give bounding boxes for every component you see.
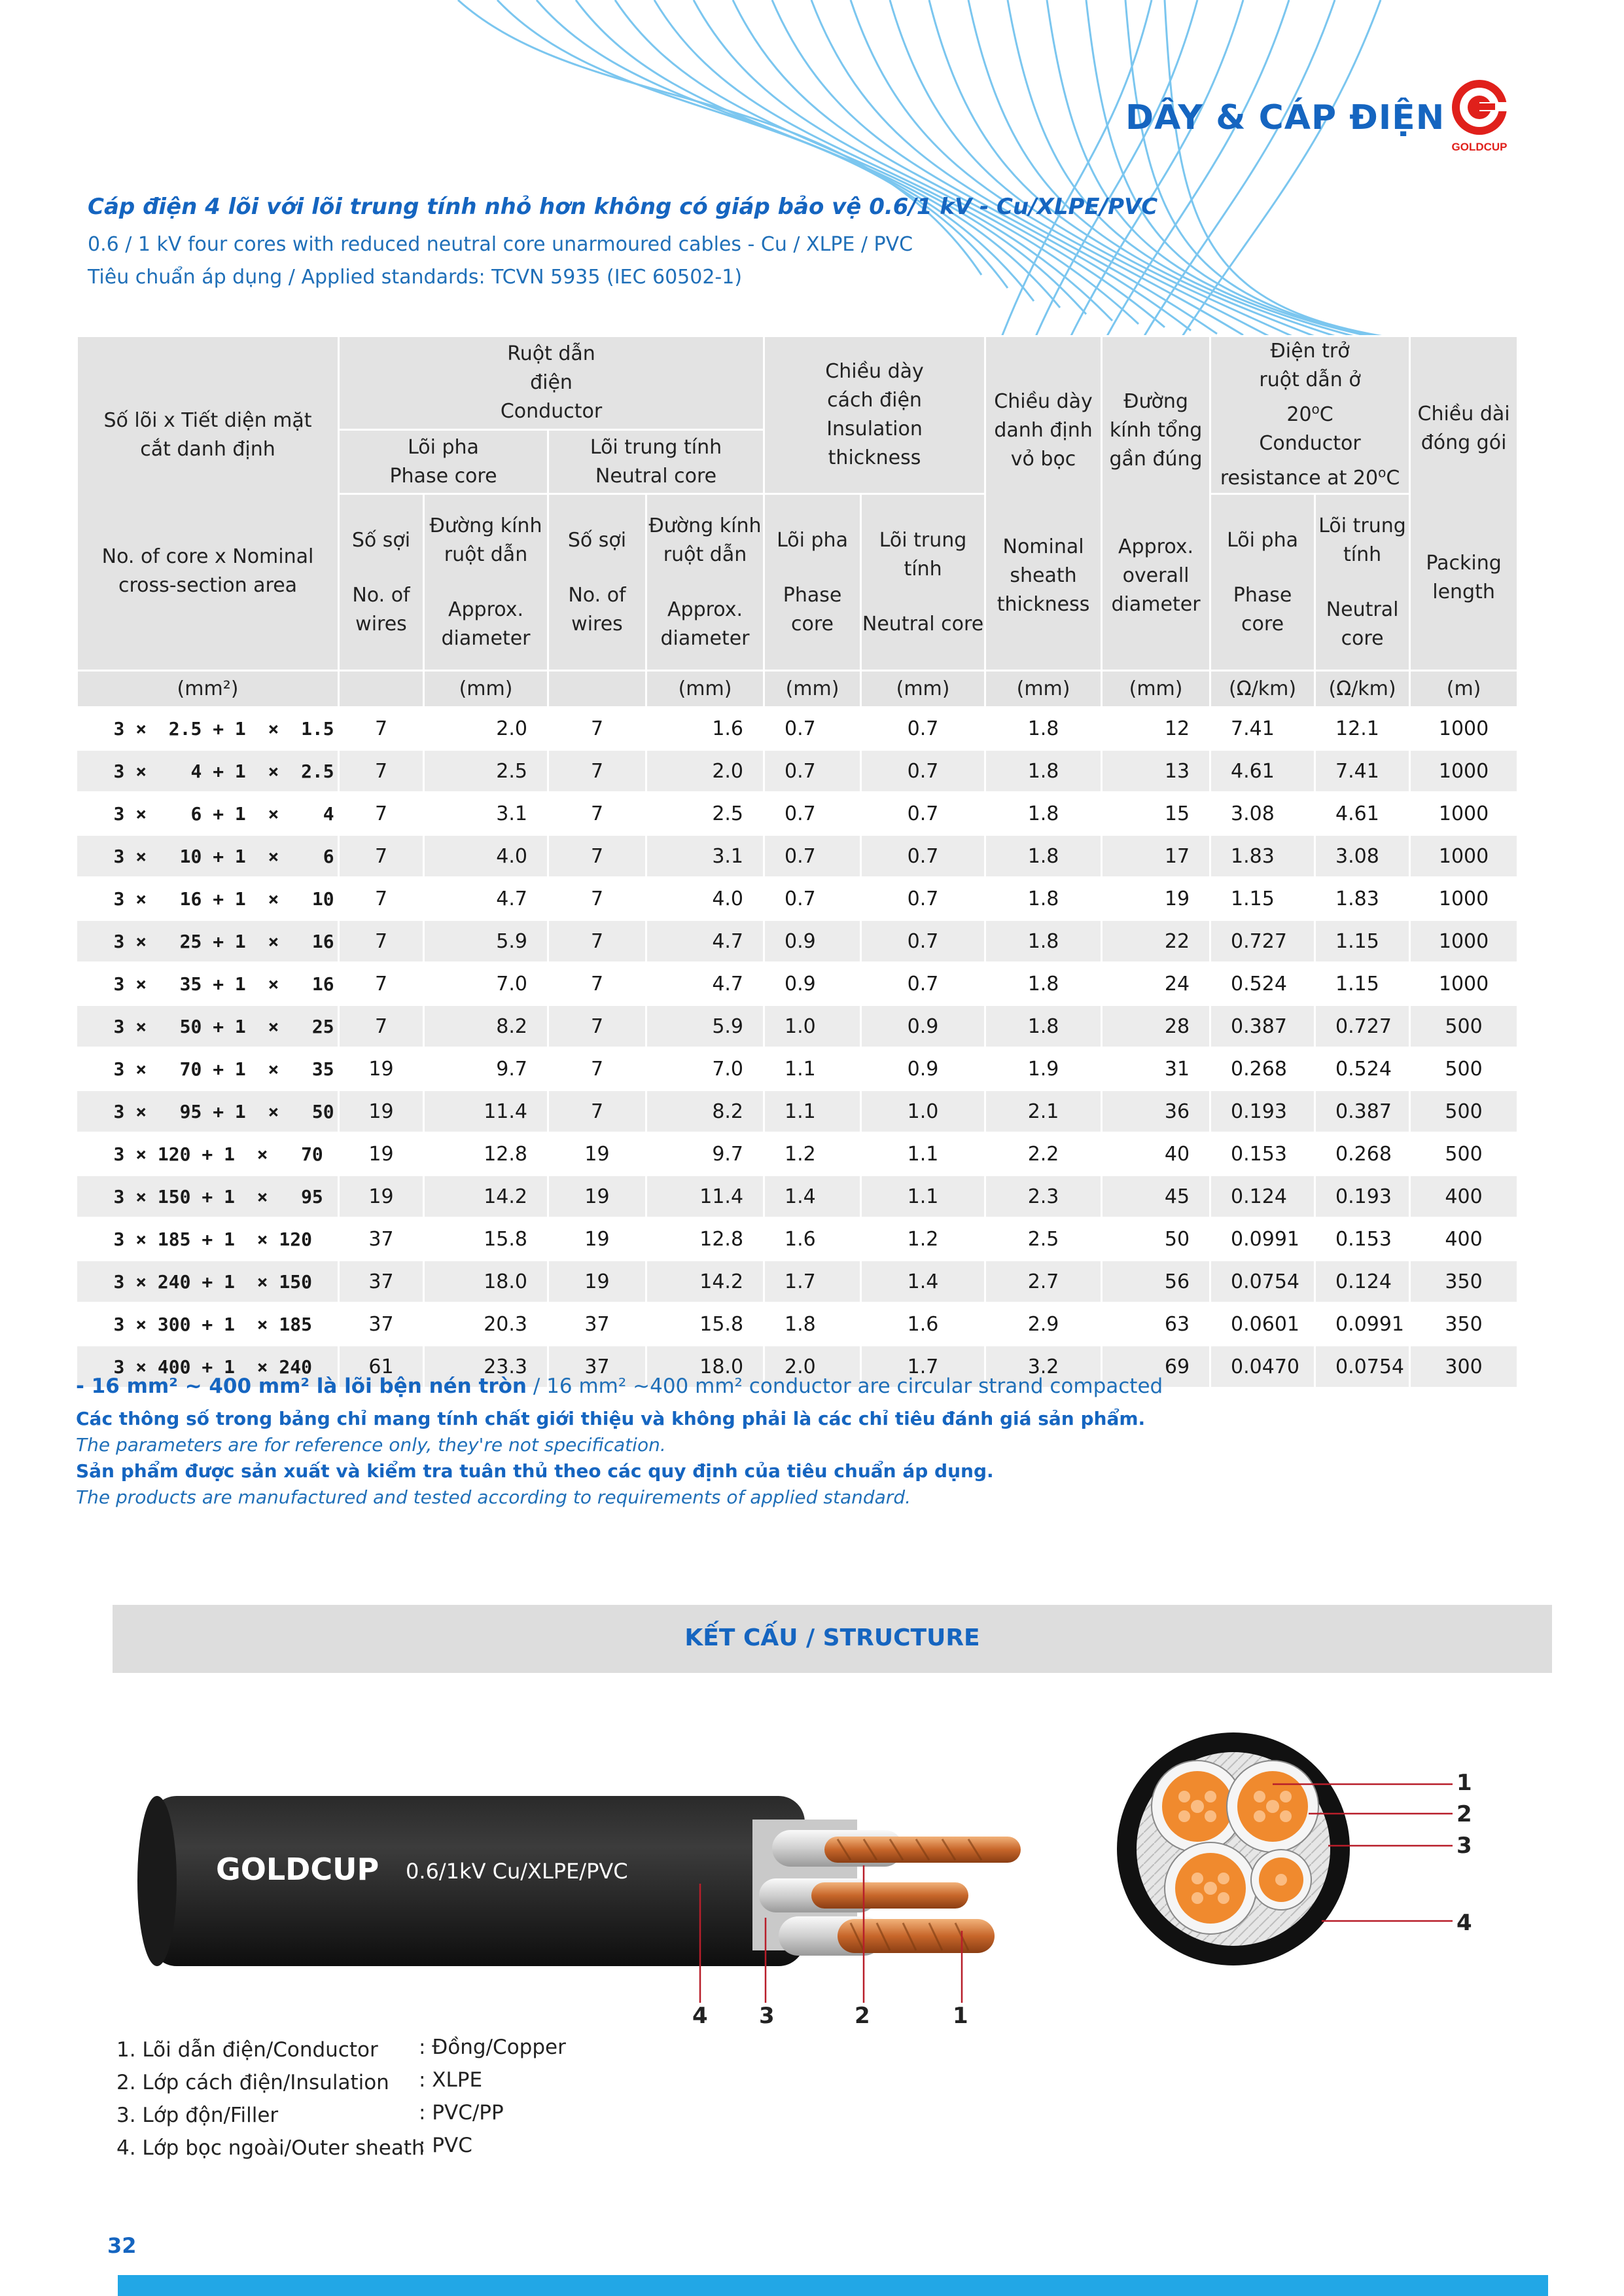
th-size-vi: Số lõi x Tiết diện mặt cắt danh định [103,409,312,461]
unit-cell: (m) [1410,671,1518,708]
th-phase-core: Lõi pha Phase core [339,430,548,494]
notes-block [76,1374,1515,1511]
table-cell: 19 [339,1133,424,1175]
cable-cross-section [1112,1728,1479,1977]
table-cell: 15 [1102,793,1210,835]
table-cell: 24 [1102,963,1210,1005]
table-cell: 0.9 [764,920,861,963]
table-cell: 17 [1102,835,1210,878]
page-number: 32 [107,2233,137,2258]
table-cell: 2.3 [985,1175,1102,1218]
legend-value-1: : Đồng/Copper [419,2036,566,2059]
table-cell: 1.83 [1315,878,1410,920]
size-cell: 3 × 35 + 1 × 16 [77,963,339,1005]
table-cell: 7.41 [1315,750,1410,793]
table-cell: 350 [1410,1303,1518,1346]
unit-cell: (mm) [764,671,861,708]
note-standard-en: The products are manufactured and tested according to requirements of applied standard. [76,1486,911,1508]
table-cell: 1.8 [985,708,1102,750]
th-size-en: No. of core x Nominal cross-section area [101,545,314,597]
table-cell: 2.7 [985,1261,1102,1303]
legend-value-4: : PVC [419,2134,472,2157]
table-cell: 1.7 [764,1261,861,1303]
table-cell: 2.2 [985,1133,1102,1175]
doc-title-en: 0.6 / 1 kV four cores with reduced neutral core unarmoured cables - Cu / XLPE / PVC [88,233,913,256]
note-compacted: - 16 mm² ~ 400 mm² là lõi bện nén tròn / 16 mm² ~400 mm² conductor are circular strand compacted [76,1374,1163,1398]
table-cell: 19 [548,1218,646,1261]
table-cell: 1.8 [985,1005,1102,1048]
table-cell: 12.8 [646,1218,764,1261]
unit-cell: (mm) [861,671,985,708]
table-cell: 0.387 [1315,1090,1410,1133]
size-cell: 3 × 25 + 1 × 16 [77,920,339,963]
size-cell: 3 × 120 + 1 × 70 [77,1133,339,1175]
size-cell: 3 × 6 + 1 × 4 [77,793,339,835]
table-cell: 4.7 [424,878,548,920]
table-cell: 2.5 [424,750,548,793]
size-cell: 3 × 4 + 1 × 2.5 [77,750,339,793]
size-cell: 3 × 10 + 1 × 6 [77,835,339,878]
table-cell: 7 [548,793,646,835]
table-cell: 0.7 [764,835,861,878]
table-cell: 0.7 [764,708,861,750]
logo-text: GOLDCUP [1451,141,1508,153]
table-cell: 20.3 [424,1303,548,1346]
legend-value-2: : XLPE [419,2068,483,2092]
unit-cell: (mm) [1102,671,1210,708]
table-cell: 3.08 [1210,793,1315,835]
th-res-en: Conductor resistance at 20 [1220,432,1379,490]
table-cell: 1000 [1410,835,1518,878]
table-cell: 2.0 [424,708,548,750]
table-cell: 12 [1102,708,1210,750]
table-cell: 1000 [1410,920,1518,963]
table-cell: 4.0 [424,835,548,878]
table-cell: 19 [339,1048,424,1090]
size-cell: 3 × 400 + 1 × 240 [77,1346,339,1388]
table-cell: 1.15 [1315,963,1410,1005]
table-cell: 1.6 [861,1303,985,1346]
table-cell: 0.268 [1210,1048,1315,1090]
table-cell: 1.8 [985,793,1102,835]
table-cell: 50 [1102,1218,1210,1261]
table-cell: 22 [1102,920,1210,963]
cable-print-brand: GOLDCUP [216,1852,380,1887]
unit-cell: (Ω/km) [1315,671,1410,708]
table-cell: 7 [548,963,646,1005]
table-row [77,1175,1518,1218]
table-row [77,835,1518,878]
table-cell: 40 [1102,1133,1210,1175]
table-cell: 400 [1410,1218,1518,1261]
table-cell: 0.7 [861,963,985,1005]
table-cell: 1.2 [764,1133,861,1175]
table-cell: 31 [1102,1048,1210,1090]
table-cell: 3.1 [646,835,764,878]
th-sheath [985,336,1102,671]
size-cell: 3 × 16 + 1 × 10 [77,878,339,920]
legend-label-1: 1. Lõi dẫn điện/Conductor [116,2038,378,2062]
table-cell: 14.2 [646,1261,764,1303]
table-cell: 36 [1102,1090,1210,1133]
table-cell: 5.9 [424,920,548,963]
size-cell: 3 × 185 + 1 × 120 [77,1218,339,1261]
table-cell: 7 [339,708,424,750]
table-cell: 2.1 [985,1090,1102,1133]
th-res-phase: Lõi pha Phase core [1210,494,1315,671]
cable-print-spec: 0.6/1kV Cu/XLPE/PVC [406,1859,628,1884]
table-cell: 19 [548,1133,646,1175]
th-insul-vi: Chiều dày cách điện [825,360,924,412]
unit-cell: (mm²) [77,671,339,708]
table-cell: 0.153 [1315,1218,1410,1261]
table-row [77,708,1518,750]
th-res-vi: Điện trở ruột dẫn ở 20 [1259,340,1361,426]
th-insulation [764,336,985,494]
table-cell: 5.9 [646,1005,764,1048]
table-cell: 1000 [1410,708,1518,750]
table-cell: 7 [548,1048,646,1090]
table-cell: 7 [548,750,646,793]
table-cell: 11.4 [646,1175,764,1218]
section-callout-2: 2 [1456,1801,1472,1827]
table-cell: 7 [548,708,646,750]
table-cell: 7 [548,1090,646,1133]
table-cell: 45 [1102,1175,1210,1218]
table-cell: 500 [1410,1005,1518,1048]
table-cell: 1.7 [861,1346,985,1388]
table-cell: 0.7 [861,878,985,920]
table-row [77,878,1518,920]
th-packing [1410,336,1518,671]
note-reference-vi: Các thông số trong bảng chỉ mang tính chất giới thiệu và không phải là các chỉ tiêu đánh giá sản phẩm. [76,1408,1146,1429]
table-cell: 0.727 [1315,1005,1410,1048]
table-cell: 61 [339,1346,424,1388]
table-cell: 1.4 [861,1261,985,1303]
table-cell: 12.8 [424,1133,548,1175]
table-cell: 1000 [1410,963,1518,1005]
table-row [77,1303,1518,1346]
table-cell: 4.61 [1210,750,1315,793]
table-cell: 19 [339,1175,424,1218]
table-cell: 0.153 [1210,1133,1315,1175]
unit-cell: (mm) [985,671,1102,708]
note-reference-en: The parameters are for reference only, they're not specification. [76,1434,666,1456]
table-cell: 0.7 [861,708,985,750]
table-row [77,920,1518,963]
table-row [77,1218,1518,1261]
th-sheath-vi: Chiều dày danh định vỏ bọc [994,390,1093,471]
table-cell: 0.9 [861,1048,985,1090]
table-cell: 7 [339,793,424,835]
table-cell: 1.6 [764,1218,861,1261]
legend-label-2: 2. Lớp cách điện/Insulation [116,2071,389,2094]
table-cell: 0.7 [764,878,861,920]
table-row [77,1090,1518,1133]
table-cell: 37 [339,1303,424,1346]
table-cell: 19 [339,1090,424,1133]
th-phase-wires: Số sợi No. of wires [339,494,424,671]
table-cell: 37 [548,1346,646,1388]
table-cell: 18.0 [424,1261,548,1303]
th-size [77,336,339,671]
table-cell: 1.15 [1315,920,1410,963]
table-cell: 0.387 [1210,1005,1315,1048]
table-cell: 56 [1102,1261,1210,1303]
spec-table [76,335,1519,1389]
table-cell: 2.0 [764,1346,861,1388]
note-standard-vi: Sản phẩm được sản xuất và kiểm tra tuân thủ theo các quy định của tiêu chuẩn áp dụng. [76,1460,994,1482]
table-cell: 15.8 [424,1218,548,1261]
th-neutral-core: Lõi trung tính Neutral core [548,430,764,494]
side-callout-4: 4 [692,2003,708,2029]
side-callout-3: 3 [759,2003,775,2029]
cable-side-view [131,1767,1060,2029]
section-callout-4: 4 [1456,1910,1472,1936]
table-cell: 19 [548,1175,646,1218]
table-cell: 7 [548,878,646,920]
legend-label-4: 4. Lớp bọc ngoài/Outer sheath [116,2136,425,2160]
size-cell: 3 × 2.5 + 1 × 1.5 [77,708,339,750]
table-cell: 0.193 [1315,1175,1410,1218]
footer-bar [118,2275,1548,2296]
table-cell: 0.124 [1315,1261,1410,1303]
table-cell: 0.193 [1210,1090,1315,1133]
table-cell: 14.2 [424,1175,548,1218]
table-cell: 1.9 [985,1048,1102,1090]
th-neutral-wires: Số sợi No. of wires [548,494,646,671]
table-cell: 400 [1410,1175,1518,1218]
table-cell: 37 [548,1303,646,1346]
th-pack-vi: Chiều dài đóng gói [1417,403,1510,454]
table-cell: 0.7 [764,750,861,793]
th-pack-en: Packing length [1426,552,1502,603]
table-cell: 7 [548,920,646,963]
table-row [77,1133,1518,1175]
th-res-neutral: Lõi trung tính Neutral core [1315,494,1410,671]
table-cell: 37 [339,1218,424,1261]
unit-cell: (mm) [424,671,548,708]
table-cell: 0.7 [861,920,985,963]
legend-value-3: : PVC/PP [419,2101,504,2125]
table-row [77,1048,1518,1090]
table-row [77,750,1518,793]
doc-title-vi: Cáp điện 4 lõi với lõi trung tính nhỏ hơn không có giáp bảo vệ 0.6/1 kV - Cu/XLPE/PVC [88,194,1158,220]
table-cell: 500 [1410,1133,1518,1175]
table-cell: 37 [339,1261,424,1303]
table-cell: 9.7 [646,1133,764,1175]
side-callout-2: 2 [855,2003,870,2029]
table-cell: 8.2 [424,1005,548,1048]
table-cell: 13 [1102,750,1210,793]
th-insul-phase: Lõi pha Phase core [764,494,861,671]
table-cell: 7 [339,963,424,1005]
table-cell: 1.6 [646,708,764,750]
table-cell: 2.5 [646,793,764,835]
table-cell: 18.0 [646,1346,764,1388]
table-cell: 7 [339,878,424,920]
table-cell: 7 [548,1005,646,1048]
table-cell: 1000 [1410,750,1518,793]
th-overall-vi: Đường kính tổng gần đúng [1109,390,1203,471]
table-cell: 9.7 [424,1048,548,1090]
unit-cell: (mm) [646,671,764,708]
th-insul-en: Insulation thickness [826,418,923,469]
table-cell: 0.0991 [1315,1303,1410,1346]
table-cell: 0.0754 [1315,1346,1410,1388]
table-cell: 2.0 [646,750,764,793]
size-cell: 3 × 300 + 1 × 185 [77,1303,339,1346]
units-row [77,671,1518,708]
table-cell: 0.0754 [1210,1261,1315,1303]
th-sheath-en: Nominal sheath thickness [997,535,1090,616]
doc-standard: Tiêu chuẩn áp dụng / Applied standards: TCVN 5935 (IEC 60502-1) [88,266,743,289]
table-cell: 3.08 [1315,835,1410,878]
table-cell: 1.8 [985,750,1102,793]
table-cell: 1.8 [764,1303,861,1346]
size-cell: 3 × 95 + 1 × 50 [77,1090,339,1133]
size-cell: 3 × 70 + 1 × 35 [77,1048,339,1090]
structure-heading: KẾT CẤU / STRUCTURE [684,1624,980,1651]
table-row [77,963,1518,1005]
table-cell: 1.2 [861,1218,985,1261]
table-cell: 23.3 [424,1346,548,1388]
table-cell: 350 [1410,1261,1518,1303]
structure-heading-bar [113,1605,1552,1673]
table-cell: 0.0601 [1210,1303,1315,1346]
table-cell: 1000 [1410,793,1518,835]
table-cell: 1.1 [861,1175,985,1218]
th-resistance: Điện trở ruột dẫn ở 20$^o$C Conductor resistance at 20$^o$C [1210,336,1410,494]
table-cell: 7.0 [424,963,548,1005]
table-cell: 0.0470 [1210,1346,1315,1388]
table-cell: 3.2 [985,1346,1102,1388]
table-cell: 4.7 [646,920,764,963]
table-cell: 8.2 [646,1090,764,1133]
table-cell: 1.8 [985,920,1102,963]
table-cell: 0.0991 [1210,1218,1315,1261]
table-cell: 3.1 [424,793,548,835]
table-cell: 7.41 [1210,708,1315,750]
size-cell: 3 × 150 + 1 × 95 [77,1175,339,1218]
table-cell: 19 [548,1261,646,1303]
table-cell: 1.83 [1210,835,1315,878]
table-cell: 7 [339,750,424,793]
size-cell: 3 × 240 + 1 × 150 [77,1261,339,1303]
section-callout-1: 1 [1456,1770,1472,1796]
th-insul-neutral: Lõi trung tính Neutral core [861,494,985,671]
th-overall-en: Approx. overall diameter [1111,535,1201,616]
table-cell: 7 [548,835,646,878]
table-cell: 1.4 [764,1175,861,1218]
table-cell: 1.8 [985,835,1102,878]
table-cell: 0.9 [764,963,861,1005]
table-row [77,793,1518,835]
table-cell: 7.0 [646,1048,764,1090]
table-cell: 0.7 [861,750,985,793]
table-cell: 2.5 [985,1218,1102,1261]
size-cell: 3 × 50 + 1 × 25 [77,1005,339,1048]
table-cell: 0.7 [861,835,985,878]
table-cell: 1.8 [985,878,1102,920]
table-cell: 300 [1410,1346,1518,1388]
table-cell: 7 [339,835,424,878]
table-cell: 63 [1102,1303,1210,1346]
th-conductor: Ruột dẫn điện Conductor [339,336,764,430]
unit-cell: (Ω/km) [1210,671,1315,708]
table-cell: 4.7 [646,963,764,1005]
table-row [77,1261,1518,1303]
table-cell: 11.4 [424,1090,548,1133]
table-cell: 4.61 [1315,793,1410,835]
table-cell: 500 [1410,1090,1518,1133]
table-cell: 4.0 [646,878,764,920]
brand-title: DÂY & CÁP ĐIỆN [1125,98,1445,137]
table-cell: 19 [1102,878,1210,920]
goldcup-logo [1443,77,1516,156]
table-row [77,1005,1518,1048]
table-cell: 0.524 [1210,963,1315,1005]
table-cell: 0.9 [861,1005,985,1048]
table-cell: 1.0 [764,1005,861,1048]
th-overall [1102,336,1210,671]
table-cell: 1.0 [861,1090,985,1133]
table-cell: 1.1 [764,1090,861,1133]
table-cell: 1.15 [1210,878,1315,920]
table-cell: 1.8 [985,963,1102,1005]
table-cell: 1.1 [861,1133,985,1175]
side-callout-1: 1 [953,2003,968,2029]
table-cell: 0.268 [1315,1133,1410,1175]
table-cell: 15.8 [646,1303,764,1346]
th-neutral-diam: Đường kính ruột dẫn Approx. diameter [646,494,764,671]
legend-label-3: 3. Lớp độn/Filler [116,2104,279,2127]
table-cell: 28 [1102,1005,1210,1048]
th-phase-diam: Đường kính ruột dẫn Approx. diameter [424,494,548,671]
table-cell: 69 [1102,1346,1210,1388]
table-cell: 0.524 [1315,1048,1410,1090]
table-cell: 1.1 [764,1048,861,1090]
table-cell: 12.1 [1315,708,1410,750]
section-callout-3: 3 [1456,1833,1472,1859]
table-cell: 7 [339,1005,424,1048]
table-cell: 500 [1410,1048,1518,1090]
table-cell: 0.7 [861,793,985,835]
table-cell: 2.9 [985,1303,1102,1346]
table-cell: 1000 [1410,878,1518,920]
table-cell: 0.7 [764,793,861,835]
table-cell: 0.124 [1210,1175,1315,1218]
table-cell: 7 [339,920,424,963]
table-cell: 0.727 [1210,920,1315,963]
